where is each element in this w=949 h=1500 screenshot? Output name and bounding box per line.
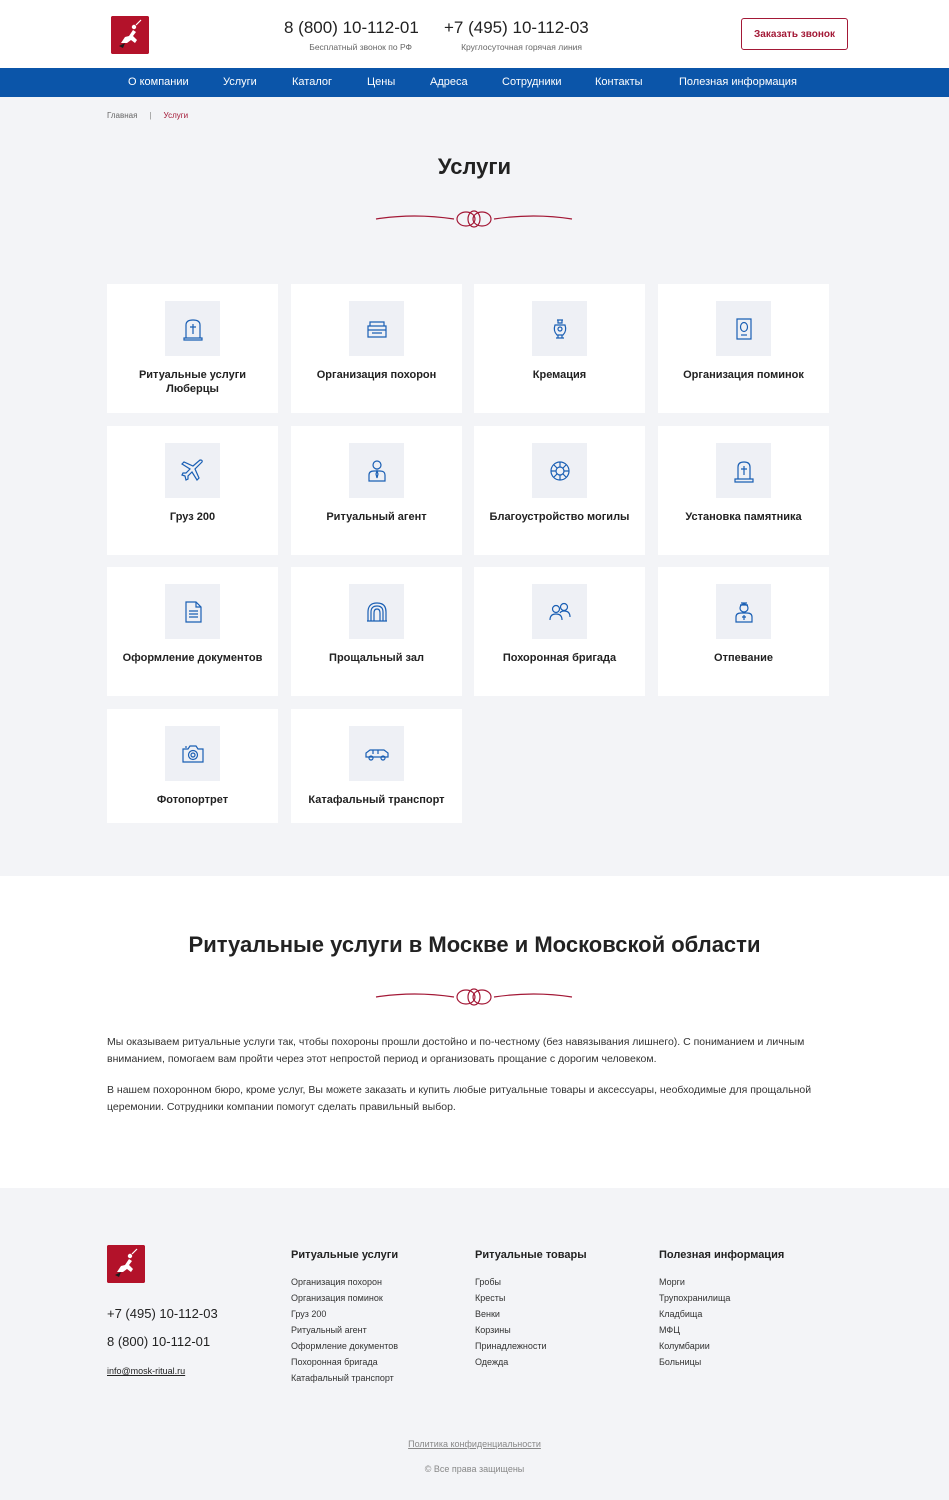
footer-column-title: Ритуальные товары [475, 1249, 587, 1261]
service-icon-box [165, 584, 220, 639]
memorial-card-icon [731, 316, 757, 342]
page-title: Услуги [437, 154, 512, 179]
nav-item-services[interactable]: Услуги [223, 76, 257, 88]
service-icon-box [165, 301, 220, 356]
airplane-icon [180, 458, 206, 484]
service-card[interactable] [291, 709, 462, 823]
service-card[interactable] [658, 284, 829, 413]
team-icon [547, 599, 573, 625]
service-label: Организация похорон [316, 369, 437, 381]
footer-link[interactable]: Больницы [659, 1357, 702, 1367]
footer-column-info [659, 1249, 784, 1370]
service-card[interactable] [658, 567, 829, 696]
nav-item-catalog[interactable]: Каталог [292, 76, 332, 88]
order-call-button[interactable]: Заказать звонок [741, 18, 848, 50]
camera-icon [180, 741, 206, 767]
footer-link[interactable]: Оформление документов [291, 1341, 399, 1351]
wreath-icon [547, 458, 573, 484]
phone-hotline [444, 18, 589, 52]
moscow-coat-of-arms-icon [111, 16, 149, 54]
nav-item-useful-info[interactable]: Полезная информация [679, 76, 797, 88]
phone-hotline-caption: Круглосуточная горячая линия [461, 42, 582, 52]
coffin-icon [364, 316, 390, 342]
agent-icon [364, 458, 390, 484]
service-label: Оформление документов [122, 652, 263, 664]
tombstone-cross-icon [180, 316, 206, 342]
privacy-policy-link[interactable]: Политика конфиденциальности [408, 1439, 541, 1449]
service-label: Установка памятника [685, 511, 802, 523]
service-icon-box [716, 301, 771, 356]
main-nav [0, 68, 949, 97]
privacy-policy [0, 1439, 949, 1449]
about-paragraph: В нашем похоронном бюро, кроме услуг, Вы можете заказать и купить любые ритуальные товары и аксессуары, необходимые для прощальной церемонии. Сотрудники компании помогут сделать правильный выбор. [107, 1084, 812, 1113]
urn-icon [547, 316, 573, 342]
service-card[interactable] [474, 426, 645, 555]
phone-free [284, 18, 419, 52]
service-label: Ритуальный агент [326, 511, 427, 523]
service-label: Фотопортрет [156, 794, 229, 806]
footer-link[interactable]: Похоронная бригада [291, 1357, 378, 1367]
footer-link[interactable]: Катафальный транспорт [291, 1373, 394, 1383]
service-card[interactable] [291, 426, 462, 555]
nav-item-staff[interactable]: Сотрудники [502, 76, 562, 88]
about-paragraph: Мы оказываем ритуальные услуги так, чтобы похороны прошли достойно и по-честному (без навязывания лишнего). С пониманием и личным вниманием, помогаем вам пройти через этот непростой период и организовать прощание с дорогим человеком. [107, 1036, 805, 1065]
priest-icon [731, 599, 757, 625]
footer-link[interactable]: Одежда [475, 1357, 509, 1367]
service-icon-box [349, 584, 404, 639]
service-card[interactable] [107, 284, 278, 413]
footer-phone[interactable]: +7 (495) 10-112-03 [107, 1306, 218, 1321]
service-label: Ритуальные услуги Люберцы [138, 369, 247, 395]
service-icon-box [532, 584, 587, 639]
service-icon-box [349, 726, 404, 781]
nav-item-about[interactable]: О компании [128, 76, 189, 88]
footer-link[interactable]: Принадлежности [475, 1341, 547, 1351]
footer-column-goods [475, 1249, 587, 1370]
service-card[interactable] [107, 426, 278, 555]
breadcrumb-current: Услуги [163, 111, 189, 120]
service-label: Кремация [532, 369, 587, 381]
service-label: Прощальный зал [329, 652, 424, 664]
phone-free-caption: Бесплатный звонок по РФ [309, 42, 412, 52]
footer-link[interactable]: Кресты [475, 1293, 506, 1303]
service-card[interactable] [107, 709, 278, 823]
footer-email[interactable]: info@mosk-ritual.ru [107, 1366, 186, 1376]
footer-link[interactable]: Кладбища [659, 1309, 703, 1319]
service-icon-box [532, 301, 587, 356]
footer-link[interactable]: Колумбарии [659, 1341, 710, 1351]
service-card[interactable] [291, 567, 462, 696]
ornament-divider [374, 209, 574, 229]
service-card[interactable] [291, 284, 462, 413]
service-icon-box [532, 443, 587, 498]
service-label: Отпевание [714, 652, 773, 664]
nav-item-contacts[interactable]: Контакты [595, 76, 643, 88]
service-icon-box [349, 443, 404, 498]
phone-free-number[interactable]: 8 (800) 10-112-01 [284, 18, 419, 37]
service-label: Похоронная бригада [502, 652, 617, 664]
nav-item-prices[interactable]: Цены [367, 76, 396, 88]
copyright: © Все права защищены [424, 1464, 525, 1474]
service-icon-box [716, 443, 771, 498]
ornament-divider [374, 987, 574, 1007]
service-label: Организация поминок [683, 369, 804, 381]
footer-link[interactable]: Гробы [475, 1277, 502, 1287]
service-label: Катафальный транспорт [308, 794, 445, 806]
moscow-coat-of-arms-icon [107, 1245, 145, 1283]
footer-link[interactable]: Корзины [475, 1325, 511, 1335]
footer-link[interactable]: Венки [475, 1309, 500, 1319]
service-label: Груз 200 [169, 511, 216, 523]
about-title: Ритуальные услуги в Москве и Московской области [188, 932, 761, 957]
document-icon [180, 599, 206, 625]
service-card[interactable] [658, 426, 829, 555]
service-icon-box [165, 443, 220, 498]
footer-link[interactable]: Организация похорон [291, 1277, 382, 1287]
footer-logo[interactable] [107, 1245, 145, 1283]
phone-hotline-number[interactable]: +7 (495) 10-112-03 [444, 18, 589, 37]
service-icon-box [165, 726, 220, 781]
monument-icon [731, 458, 757, 484]
service-card[interactable] [474, 284, 645, 413]
logo[interactable] [111, 16, 149, 54]
nav-item-addresses[interactable]: Адреса [430, 76, 468, 88]
footer-link[interactable]: Груз 200 [291, 1309, 327, 1319]
farewell-hall-icon [364, 599, 390, 625]
footer-link[interactable]: Ритуальный агент [291, 1325, 367, 1335]
footer-phone[interactable]: 8 (800) 10-112-01 [107, 1334, 211, 1349]
footer-column-title: Ритуальные услуги [291, 1249, 399, 1261]
footer-link[interactable]: Организация поминок [291, 1293, 383, 1303]
footer-column-services [291, 1249, 398, 1386]
service-card[interactable] [474, 567, 645, 696]
service-card[interactable] [107, 567, 278, 696]
breadcrumb [107, 111, 188, 120]
service-icon-box [349, 301, 404, 356]
site-header [0, 0, 949, 68]
footer-column-title: Полезная информация [659, 1249, 785, 1261]
service-icon-box [716, 584, 771, 639]
breadcrumb-home[interactable]: Главная [107, 111, 138, 120]
hearse-icon [364, 741, 390, 767]
breadcrumb-separator: | [149, 111, 152, 120]
service-label: Благоустройство могилы [489, 511, 630, 523]
footer-link[interactable]: Трупохранилища [659, 1293, 731, 1303]
footer-link[interactable]: МФЦ [659, 1325, 680, 1335]
footer-link[interactable]: Морги [659, 1277, 685, 1287]
